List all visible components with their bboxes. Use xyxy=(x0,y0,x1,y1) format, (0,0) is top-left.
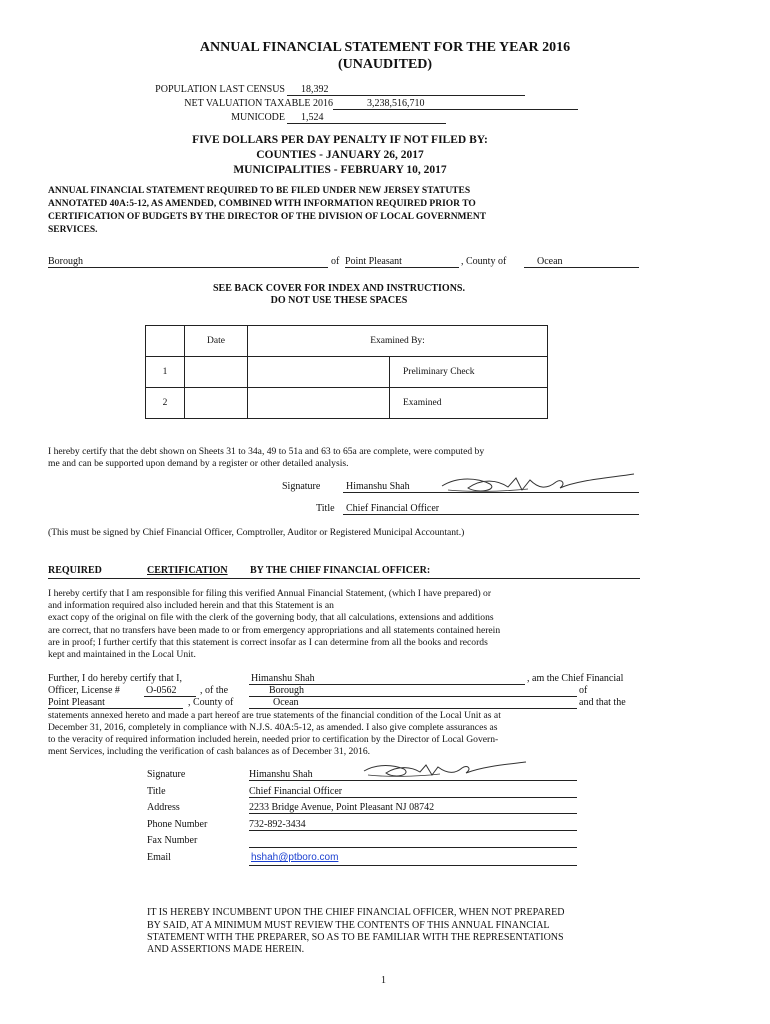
debt-cert-line: me and can be supported upon demand by a register or other detailed analysis. xyxy=(48,458,349,469)
statute-line: CERTIFICATION OF BUDGETS BY THE DIRECTOR OF THE DIVISION OF LOCAL GOVERNMENT xyxy=(48,212,487,222)
county-field: Ocean xyxy=(524,256,639,268)
contact-phone-label: Phone Number xyxy=(147,819,208,830)
signature-label: Signature xyxy=(282,481,321,492)
county-of-label: , County of xyxy=(461,256,507,267)
cfo-cert-line: kept and maintained in the Local Unit. xyxy=(48,649,196,660)
examiner-cell[interactable] xyxy=(248,357,390,388)
penalty-municipalities: MUNICIPALITIES - FEBRUARY 10, 2017 xyxy=(233,164,447,176)
examined-by-header: Examined By: xyxy=(248,326,548,357)
contact-address-label: Address xyxy=(147,802,180,813)
document-title: ANNUAL FINANCIAL STATEMENT FOR THE YEAR 2016 xyxy=(199,40,571,55)
statute-line: SERVICES. xyxy=(48,225,98,235)
license-field: O-0562 xyxy=(144,685,196,697)
row-number: 1 xyxy=(146,357,185,388)
statute-line: ANNOTATED 40A:5-12, AS AMENDED, COMBINED WITH INFORMATION REQUIRED PRIOR TO xyxy=(48,199,476,209)
penalty-heading: FIVE DOLLARS PER DAY PENALTY IF NOT FILED BY: xyxy=(192,134,488,146)
incumbent-line: BY SAID, AT A MINIMUM MUST REVIEW THE CONTENTS OF THIS ANNUAL FINANCIAL xyxy=(147,920,550,931)
signature-field: Himanshu Shah xyxy=(343,481,639,493)
title-field: Chief Financial Officer xyxy=(343,503,639,515)
of-the-label: , of the xyxy=(200,685,229,696)
municipality-field: Point Pleasant xyxy=(345,256,459,268)
incumbent-line: IT IS HEREBY INCUMBENT UPON THE CHIEF FINANCIAL OFFICER, WHEN NOT PREPARED xyxy=(147,907,565,918)
population-value: 18,392 xyxy=(287,84,525,96)
municipality-field-2: Point Pleasant xyxy=(48,697,183,709)
back-cover-note: SEE BACK COVER FOR INDEX AND INSTRUCTIONS. xyxy=(213,283,465,294)
county-field-2: Ocean xyxy=(249,697,577,709)
and-that-the: and that the xyxy=(579,697,626,708)
cfo-cert-line: are correct, that no transfers have been made to or from emergency appropriations and all statements contained herein xyxy=(48,625,501,636)
document-subtitle: (UNAUDITED) xyxy=(337,57,433,72)
incumbent-line: STATEMENT WITH THE PREPARER, SO AS TO BE FAMILIAR WITH THE REPRESENTATIONS xyxy=(147,932,564,943)
cfo-cert-line: exact copy of the original on file with the clerk of the governing body, that all calculations, extensions and additions xyxy=(48,612,494,623)
contact-title-field: Chief Financial Officer xyxy=(249,786,577,798)
date-header: Date xyxy=(185,326,248,357)
cfo-cert-line: and information required also included herein and that this Statement is an xyxy=(48,600,334,611)
population-label: POPULATION LAST CENSUS xyxy=(155,84,285,95)
county-of-label-2: , County of xyxy=(188,697,234,708)
table-row xyxy=(146,388,548,419)
valuation-value: 3,238,516,710 xyxy=(333,98,578,110)
examination-table xyxy=(145,325,548,419)
do-not-use-note: DO NOT USE THESE SPACES xyxy=(270,295,408,306)
required-label: REQUIRED xyxy=(48,565,102,576)
of-label: of xyxy=(331,256,340,267)
handwritten-signature-2 xyxy=(360,757,530,781)
license-label: Officer, License # xyxy=(48,685,120,696)
valuation-label: NET VALUATION TAXABLE 2016 xyxy=(184,98,333,109)
contact-fax-field xyxy=(249,835,577,848)
of-suffix: of xyxy=(579,685,588,696)
municode-value: 1,524 xyxy=(287,112,446,124)
section-divider xyxy=(48,578,640,579)
contact-signature-field: Himanshu Shah xyxy=(249,769,577,781)
handwritten-signature xyxy=(438,470,638,496)
table-cell xyxy=(146,326,185,357)
entity-type-field: Borough xyxy=(48,256,328,268)
email-link[interactable]: hshah@ptboro.com xyxy=(251,852,339,863)
date-cell[interactable] xyxy=(185,357,248,388)
further-line: December 31, 2016, completely in compliance with N.J.S. 40A:5-12, as amended. I also give complete assurances as xyxy=(48,722,498,733)
examiner-cell[interactable] xyxy=(248,388,390,419)
incumbent-line: AND ASSERTIONS MADE HEREIN. xyxy=(147,944,305,955)
further-line: ment Services, including the verification of cash balances as of December 31, 2016. xyxy=(48,746,371,757)
contact-fax-label: Fax Number xyxy=(147,835,198,846)
contact-title-label: Title xyxy=(147,786,166,797)
signature-note: (This must be signed by Chief Financial Officer, Comptroller, Auditor or Registered Municipal Accountant.) xyxy=(48,527,465,538)
table-row xyxy=(146,357,548,388)
cfo-cert-line: I hereby certify that I am responsible for filing this verified Annual Financial Statement, (which I have prepared) or xyxy=(48,588,492,599)
entity-field: Borough xyxy=(249,685,577,697)
contact-address-field: 2233 Bridge Avenue, Point Pleasant NJ 08742 xyxy=(249,802,577,814)
municode-label: MUNICODE xyxy=(231,112,285,123)
certification-label: CERTIFICATION xyxy=(147,565,228,576)
contact-email-label: Email xyxy=(147,852,171,863)
penalty-counties: COUNTIES - JANUARY 26, 2017 xyxy=(256,149,424,161)
table-header-row xyxy=(146,326,548,357)
page-number: 1 xyxy=(381,975,386,986)
date-cell[interactable] xyxy=(185,388,248,419)
further-suffix: , am the Chief Financial xyxy=(527,673,624,684)
further-line: to the veracity of required information included herein, needed prior to certification by the Director of Local Govern- xyxy=(48,734,499,745)
by-cfo-label: BY THE CHIEF FINANCIAL OFFICER: xyxy=(250,565,431,576)
further-line: statements annexed hereto and made a part hereof are true statements of the financial condition of the Local Unit as at xyxy=(48,710,501,721)
debt-cert-line: I hereby certify that the debt shown on Sheets 31 to 34a, 49 to 51a and 63 to 65a are complete, were computed by xyxy=(48,446,485,457)
further-prefix: Further, I do hereby certify that I, xyxy=(48,673,182,684)
contact-signature-label: Signature xyxy=(147,769,186,780)
title-label: Title xyxy=(316,503,335,514)
contact-phone-field: 732-892-3434 xyxy=(249,819,577,831)
cfo-name-field: Himanshu Shah xyxy=(249,673,525,685)
statute-line: ANNUAL FINANCIAL STATEMENT REQUIRED TO BE FILED UNDER NEW JERSEY STATUTES xyxy=(48,186,471,196)
row-label: Preliminary Check xyxy=(390,357,548,388)
row-label: Examined xyxy=(390,388,548,419)
row-number: 2 xyxy=(146,388,185,419)
contact-email-underline xyxy=(249,852,577,866)
cfo-cert-line: are in proof; I further certify that this statement is correct insofar as I can determine from all the books and records xyxy=(48,637,488,648)
